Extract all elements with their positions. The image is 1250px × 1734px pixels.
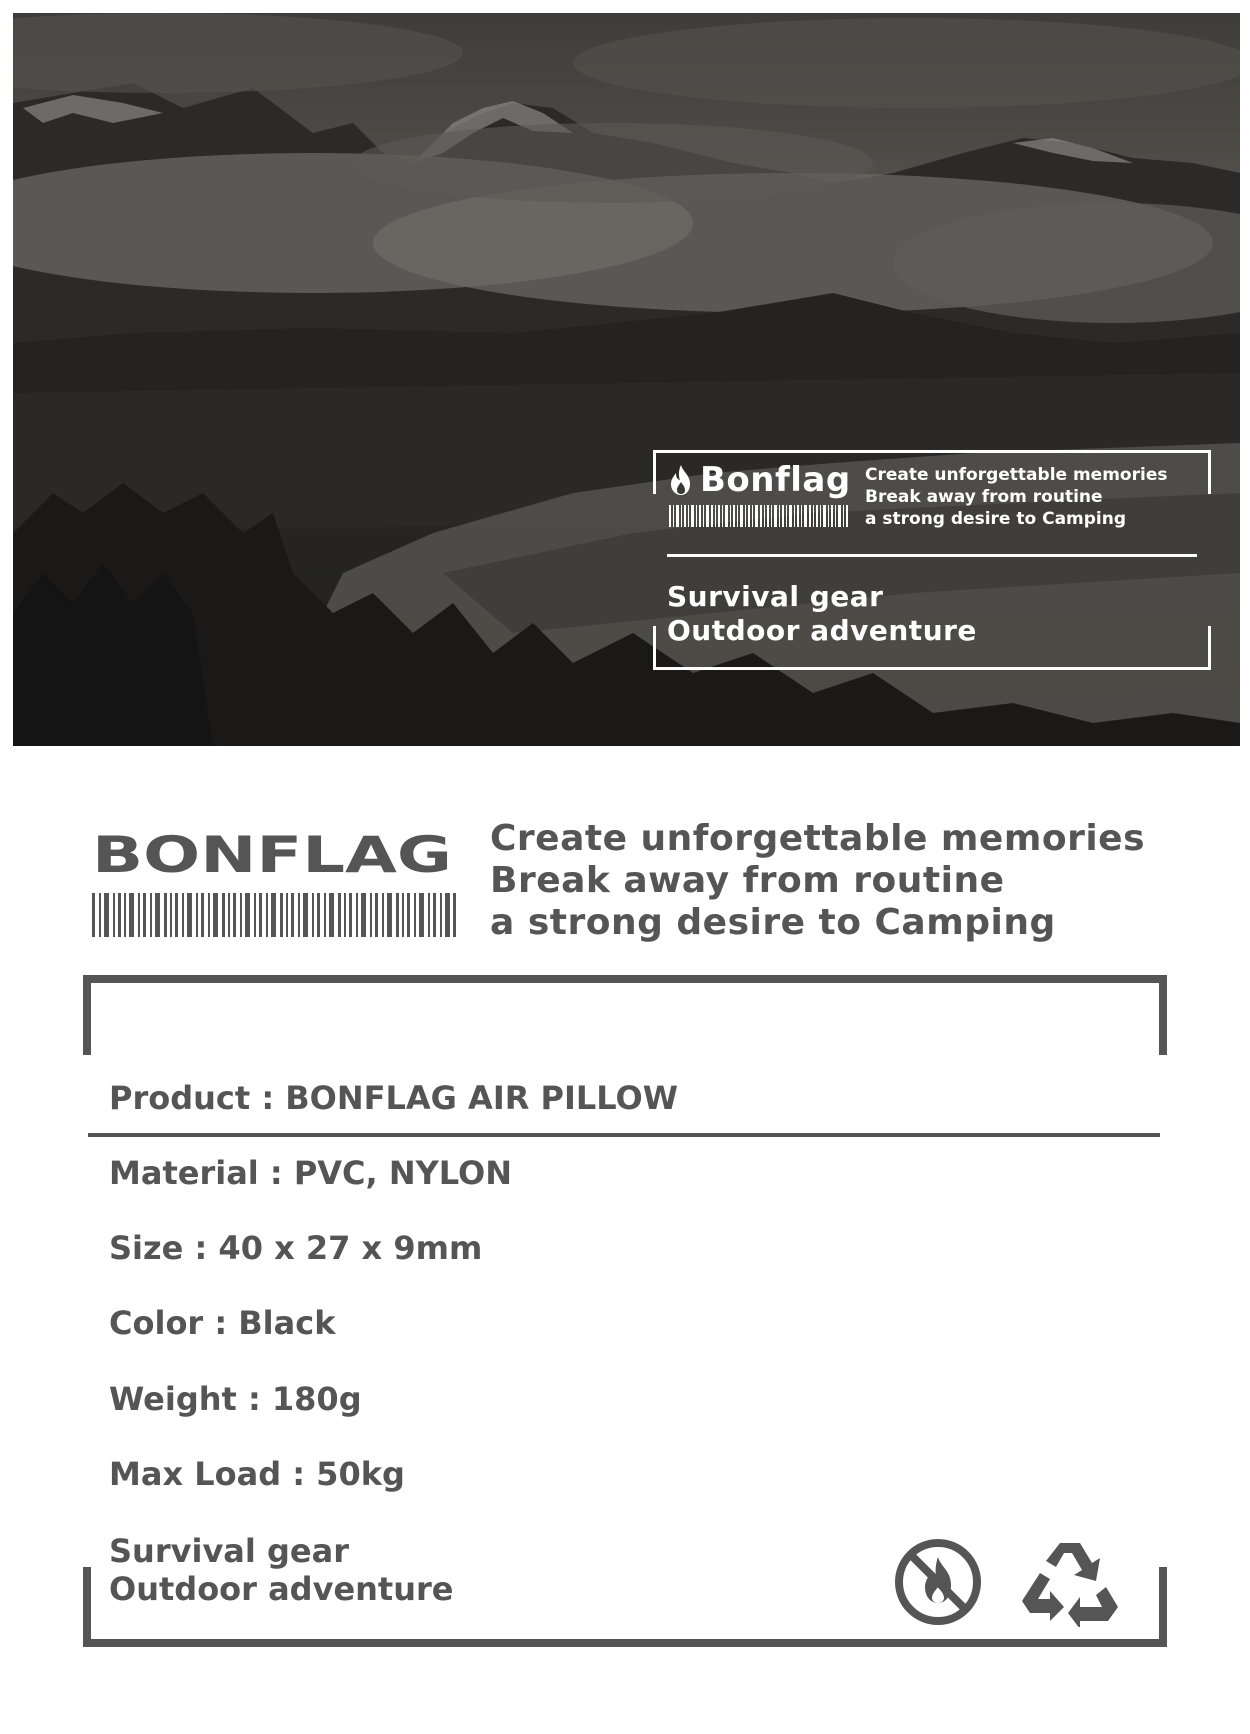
hero-tagline-line: Break away from routine: [865, 487, 1103, 507]
flame-icon: [668, 464, 694, 496]
spec-divider: [88, 1133, 1160, 1137]
spec-weight: Weight : 180g: [109, 1380, 362, 1418]
spec-size: Size : 40 x 27 x 9mm: [109, 1229, 483, 1267]
tagline-line: Break away from routine: [490, 860, 1005, 901]
spec-frame-bottom: [83, 1567, 1167, 1647]
tagline-line: Create unforgettable memories: [490, 818, 1146, 859]
spec-max-load: Max Load : 50kg: [109, 1455, 405, 1493]
hero-tagline-line: a strong desire to Camping: [865, 509, 1127, 529]
spec-material: Material : PVC, NYLON: [109, 1154, 513, 1192]
hero-divider: [667, 554, 1197, 557]
hero-tagline-line: Create unforgettable memories: [865, 465, 1168, 485]
bonflag-logo: [92, 830, 454, 876]
spec-product: Product : BONFLAG AIR PILLOW: [109, 1079, 678, 1117]
footer-subtitle-line: Survival gear: [109, 1532, 349, 1570]
hero-banner: [13, 13, 1240, 746]
hero-tagline: [865, 464, 1167, 530]
hero-barcode: [669, 505, 849, 527]
spec-frame-top: [83, 975, 1167, 1055]
tagline-line: a strong desire to Camping: [490, 902, 1056, 943]
hero-info-box: [653, 450, 1211, 670]
hero-subtitle-line: Outdoor adventure: [667, 614, 977, 647]
brand-barcode: [92, 893, 456, 937]
bonflag-logo-text: BONFLAG: [92, 830, 452, 876]
hero-brand-name: Bonflag: [700, 460, 851, 500]
spec-color: Color : Black: [109, 1304, 336, 1342]
hero-subtitle: [667, 580, 977, 648]
footer-subtitle-line: Outdoor adventure: [109, 1570, 454, 1608]
brand-tagline: [490, 818, 1145, 944]
hero-brand-logo: [668, 460, 851, 500]
hero-subtitle-line: Survival gear: [667, 580, 884, 613]
